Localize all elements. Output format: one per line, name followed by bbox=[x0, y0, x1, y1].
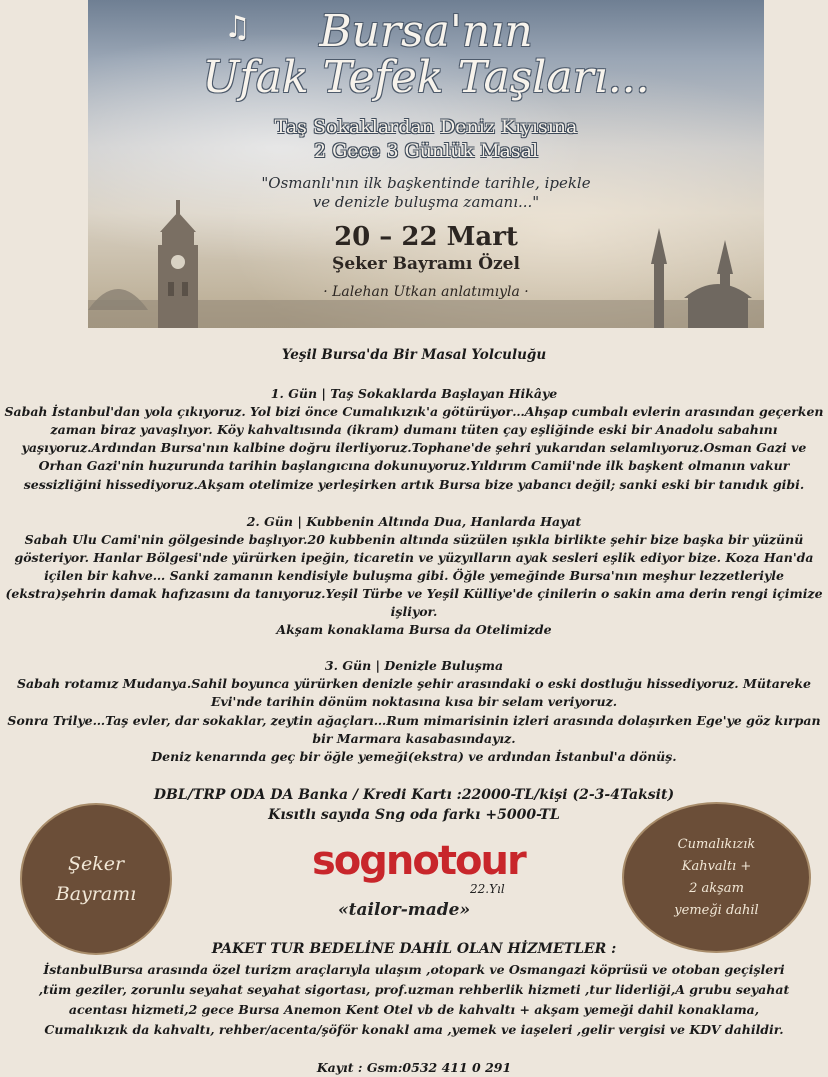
badge-right-line3: 2 akşam bbox=[689, 880, 744, 896]
day1-title: 1. Gün | Taş Sokaklarda Başlayan Hikâye bbox=[270, 386, 558, 401]
sognotour-logo bbox=[312, 838, 525, 928]
services-line: Cumalıkızık da kahvaltı, rehber/acenta/şöför konakl ama ,yemek ve iaşeleri ,gelir vergisi ve KDV dahildir. bbox=[44, 1022, 784, 1037]
day3-line: Deniz kenarında geç bir öğle yemeği(ekstra) ve ardından İstanbul'a dönüş. bbox=[151, 749, 677, 764]
badge-right-line2: Kahvaltı + bbox=[681, 858, 752, 874]
badge-left-line1: Şeker bbox=[67, 853, 125, 875]
poster-banner bbox=[88, 0, 764, 328]
day2-line: içilen bir kahve… Sanki zamanın kendisiyle buluşma gibi. Öğle yemeğinde Bursa'nın meşhur lezzetleriyle bbox=[44, 568, 784, 583]
contact-line: Kayıt : Gsm:0532 411 0 291 bbox=[316, 1060, 512, 1075]
services-line: acentası hizmeti,2 gece Bursa Anemon Kent Otel vb de kahvaltı + akşam yemeği dahil konaklama, bbox=[68, 1002, 760, 1017]
price-line: DBL/TRP ODA DA Banka / Kredi Kartı :22000-TL/kişi (2-3-4Taksit) bbox=[153, 787, 675, 803]
included-meals-badge bbox=[622, 802, 811, 953]
day3-line: Sonra Trilye…Taş evler, dar sokaklar, zeytin ağaçları…Rum mimarisinin izleri arasında dolaşırken Ege'ye göz kırpan bbox=[7, 713, 821, 728]
logo-tagline: «tailor-made» bbox=[338, 900, 471, 920]
poster-date: 20 – 22 Mart bbox=[334, 222, 518, 252]
poster-title-line2: Ufak Tefek Taşları... bbox=[202, 52, 650, 103]
day3-title: 3. Gün | Denizle Buluşma bbox=[324, 658, 504, 673]
logo-name: sognotour bbox=[312, 838, 525, 884]
day1-line: Orhan Gazi'nin huzurunda tarihin başlangıcına dokunuyoruz.Yıldırım Camii'nde ilk başkent olmanın vakur bbox=[38, 458, 790, 473]
badge-right-line4: yemeği dahil bbox=[674, 902, 759, 918]
day2-line: (ekstra)şehrin damak hafızasını da tanıyoruz.Yeşil Türbe ve Yeşil Külliye'de çinilerin o sakin ama derin rengi içimize bbox=[5, 586, 823, 601]
day1-line: Sabah İstanbul'dan yola çıkıyoruz. Yol bizi önce Cumalıkızık'a götürüyor…Ahşap cumbalı evlerin arasından geçerken bbox=[4, 404, 824, 419]
poster-subtitle-line2: 2 Gece 3 Günlük Masal bbox=[313, 140, 539, 162]
single-room-line: Kısıtlı sayıda Sng oda farkı +5000-TL bbox=[268, 807, 560, 823]
program-heading: Yeşil Bursa'da Bir Masal Yolculuğu bbox=[281, 347, 547, 363]
day3-line: Evi'nde tarihin dönüm noktasına kısa bir selam veriyoruz. bbox=[210, 694, 618, 709]
logo-year: 22.Yıl bbox=[470, 882, 505, 896]
services-line: İstanbulBursa arasında özel turizm araçlarıyla ulaşım ,otopark ve Osmangazi köprüsü ve otoban geçişleri bbox=[43, 962, 785, 977]
seker-bayrami-badge bbox=[20, 803, 172, 955]
music-note-icon: ♫ bbox=[224, 10, 251, 45]
poster-subtitle-line1: Taş Sokaklardan Deniz Kıyısına bbox=[274, 116, 578, 138]
poster-title-line1: Bursa'nın bbox=[319, 6, 533, 57]
day2-line: gösteriyor. Hanlar Bölgesi'nde yürürken ipeğin, ticaretin ve yüzyılların ayak sesleri eşlik ediyor bize. Koza Han'da bbox=[14, 550, 814, 565]
day2-line: işliyor. bbox=[390, 604, 438, 619]
day2-line: Akşam konaklama Bursa da Otelimizde bbox=[276, 622, 552, 637]
day1-line: yaşıyoruz.Ardından Bursa'nın kalbine doğru ilerliyoruz.Tophane'de şehri yukarıdan selamlıyoruz.Osman Gazi ve bbox=[21, 440, 807, 455]
poster-narrator: · Lalehan Utkan anlatımıyla · bbox=[323, 284, 529, 300]
badge-right-line1: Cumalıkızık bbox=[677, 836, 756, 852]
services-line: ,tüm geziler, zorunlu seyahat seyahat sigortası, prof.uzman rehberlik hizmeti ,tur liderliği,A grubu seyahat bbox=[38, 982, 790, 997]
badge-left-line2: Bayramı bbox=[55, 883, 137, 905]
day3-line: bir Marmara kasabasındayız. bbox=[312, 731, 516, 746]
poster-special: Şeker Bayramı Özel bbox=[332, 254, 520, 274]
services-heading: PAKET TUR BEDELİNE DAHİL OLAN HİZMETLER : bbox=[211, 941, 617, 957]
poster-quote-line2: ve denizle buluşma zamanı..." bbox=[312, 193, 540, 211]
day3-line: Sabah rotamız Mudanya.Sahil boyunca yürürken denizle şehir arasındaki o eski dostluğu hissediyoruz. Mütareke bbox=[17, 676, 811, 691]
poster-quote-line1: "Osmanlı'nın ilk başkentinde tarihle, ipekle bbox=[261, 174, 591, 192]
day2-line: Sabah Ulu Cami'nin gölgesinde başlıyor.20 kubbenin altında süzülen ışıkla birlikte şehir bize başka bir yüzünü bbox=[24, 532, 804, 547]
day1-line: zaman biraz yavaşlıyor. Köy kahvaltısında (ikram) dumanı tüten çay eşliğinde eski bir Anadolu sabahını bbox=[50, 422, 778, 437]
day1-line: sessizliğini hissediyoruz.Akşam otelimize yerleşirken artık Bursa bize yabancı değil; sanki eski bir tanıdık gibi. bbox=[23, 477, 805, 492]
day2-title: 2. Gün | Kubbenin Altında Dua, Hanlarda Hayat bbox=[246, 514, 582, 529]
